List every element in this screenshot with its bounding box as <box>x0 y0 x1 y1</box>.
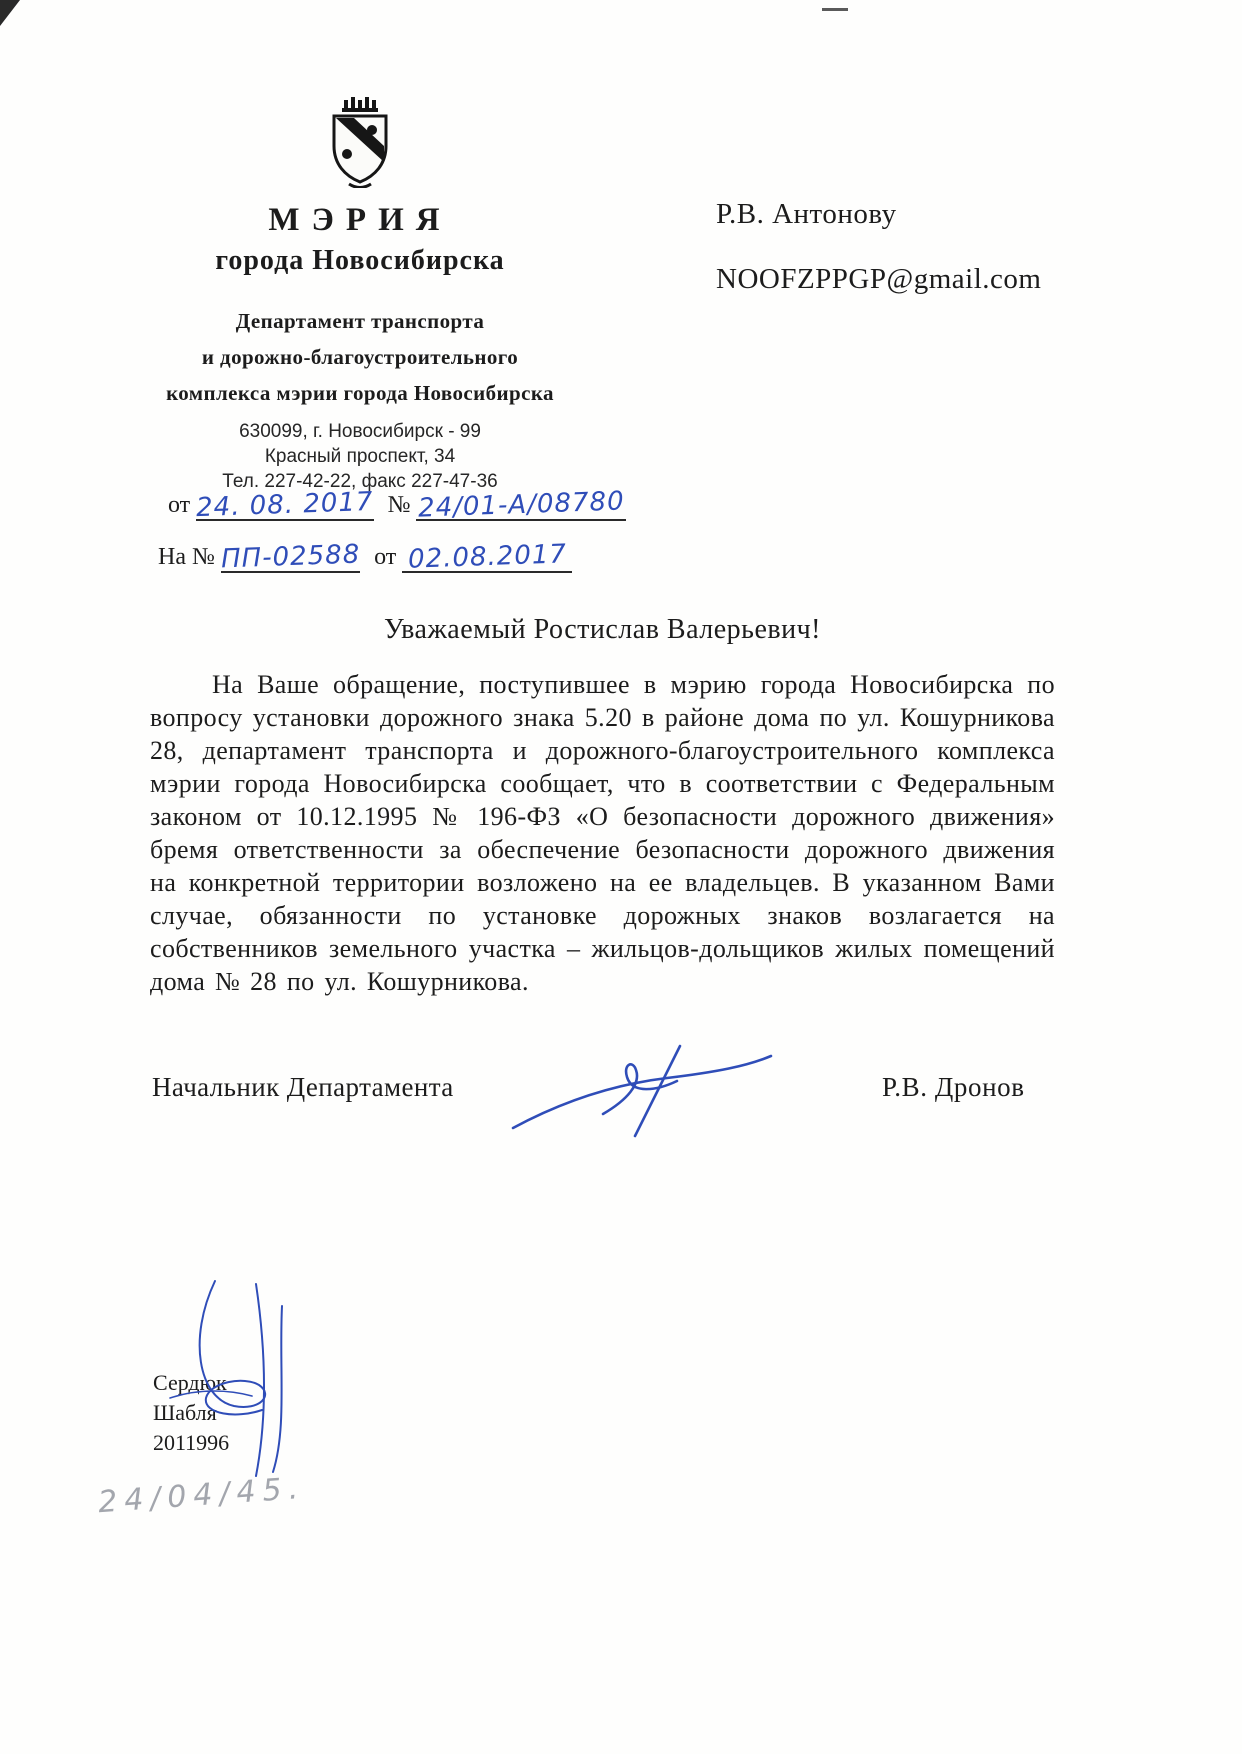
salutation: Уважаемый Ростислав Валерьевич! <box>384 614 821 645</box>
body-paragraph: На Ваше обращение, поступившее в мэрию города Новосибирска по вопросу установки дорожного знака 5.20 в районе дома по ул. Кошурникова 28, департамент транспорта и дорожного-благоустроительного комплекса мэрии города Новосибирска сообщает, что в соответствии с Федеральным законом от 10.12.1995 № 196-ФЗ «О безопасности дорожного движения» бремя ответственности за обеспечение безопасности дорожного движения на конкретной территории возложено на ее владельцев. В указанном Вами случае, обязанности по установке дорожных знаков возлагается на собственников земельного участка – жильцов-дольщиков жилых помещений дома № 28 по ул. Кошурникова. <box>150 670 1055 996</box>
outgoing-date-label: от <box>168 492 191 518</box>
org-address <box>145 419 575 494</box>
outgoing-number-handwritten: 24/01-А/08780 <box>417 486 626 524</box>
scan-artifact-dash <box>822 8 848 11</box>
incoming-date-label: от <box>374 544 397 570</box>
address-line1: 630099, г. Новосибирск - 99 <box>239 421 481 442</box>
signer-name: Р.В. Дронов <box>882 1072 1025 1102</box>
department-line2: и дорожно-благоустроительного <box>201 345 519 369</box>
letterhead <box>145 96 575 494</box>
org-name-line2: города Новосибирска <box>215 245 505 276</box>
incoming-date-handwritten: 02.08.2017 <box>407 539 568 575</box>
department-line1: Департамент транспорта <box>235 309 485 333</box>
pen-scribble <box>160 1278 335 1488</box>
reference-line-outgoing <box>168 486 640 524</box>
incoming-date-field <box>402 540 572 573</box>
recipient-name: Р.В. Антонову <box>716 198 897 230</box>
recipient-email: NOOFZPPGP@gmail.com <box>716 263 1042 295</box>
executor-line1: Сердюк <box>153 1370 227 1395</box>
incoming-number-handwritten: ПП-02588 <box>220 539 361 575</box>
reference-line-incoming <box>158 540 586 573</box>
outgoing-number-field <box>416 486 626 524</box>
outgoing-date-handwritten: 24. 08. 2017 <box>195 486 375 524</box>
department-line3: комплекса мэрии города Новосибирска <box>166 381 554 405</box>
novosibirsk-coat-of-arms-icon <box>145 96 575 188</box>
outgoing-number-label: № <box>387 492 411 518</box>
incoming-number-field <box>221 540 360 573</box>
address-line2: Красный проспект, 34 <box>264 446 456 467</box>
executor-line2: Шабля <box>153 1400 217 1425</box>
address-line3: Тел. 227-42-22, факс 227-47-36 <box>222 471 498 492</box>
director-signature <box>505 1038 785 1148</box>
recipient-block <box>716 198 1146 296</box>
outgoing-date-field <box>195 486 375 524</box>
pencil-note-handwritten: 24/04/45. <box>97 1470 307 1521</box>
department-name <box>145 303 575 411</box>
signer-title: Начальник Департамента <box>152 1072 454 1102</box>
org-name-line1: МЭРИЯ <box>268 202 452 238</box>
executor-line3: 2011996 <box>153 1430 230 1455</box>
incoming-number-label: На № <box>158 544 215 570</box>
scan-artifact-corner <box>0 0 20 26</box>
